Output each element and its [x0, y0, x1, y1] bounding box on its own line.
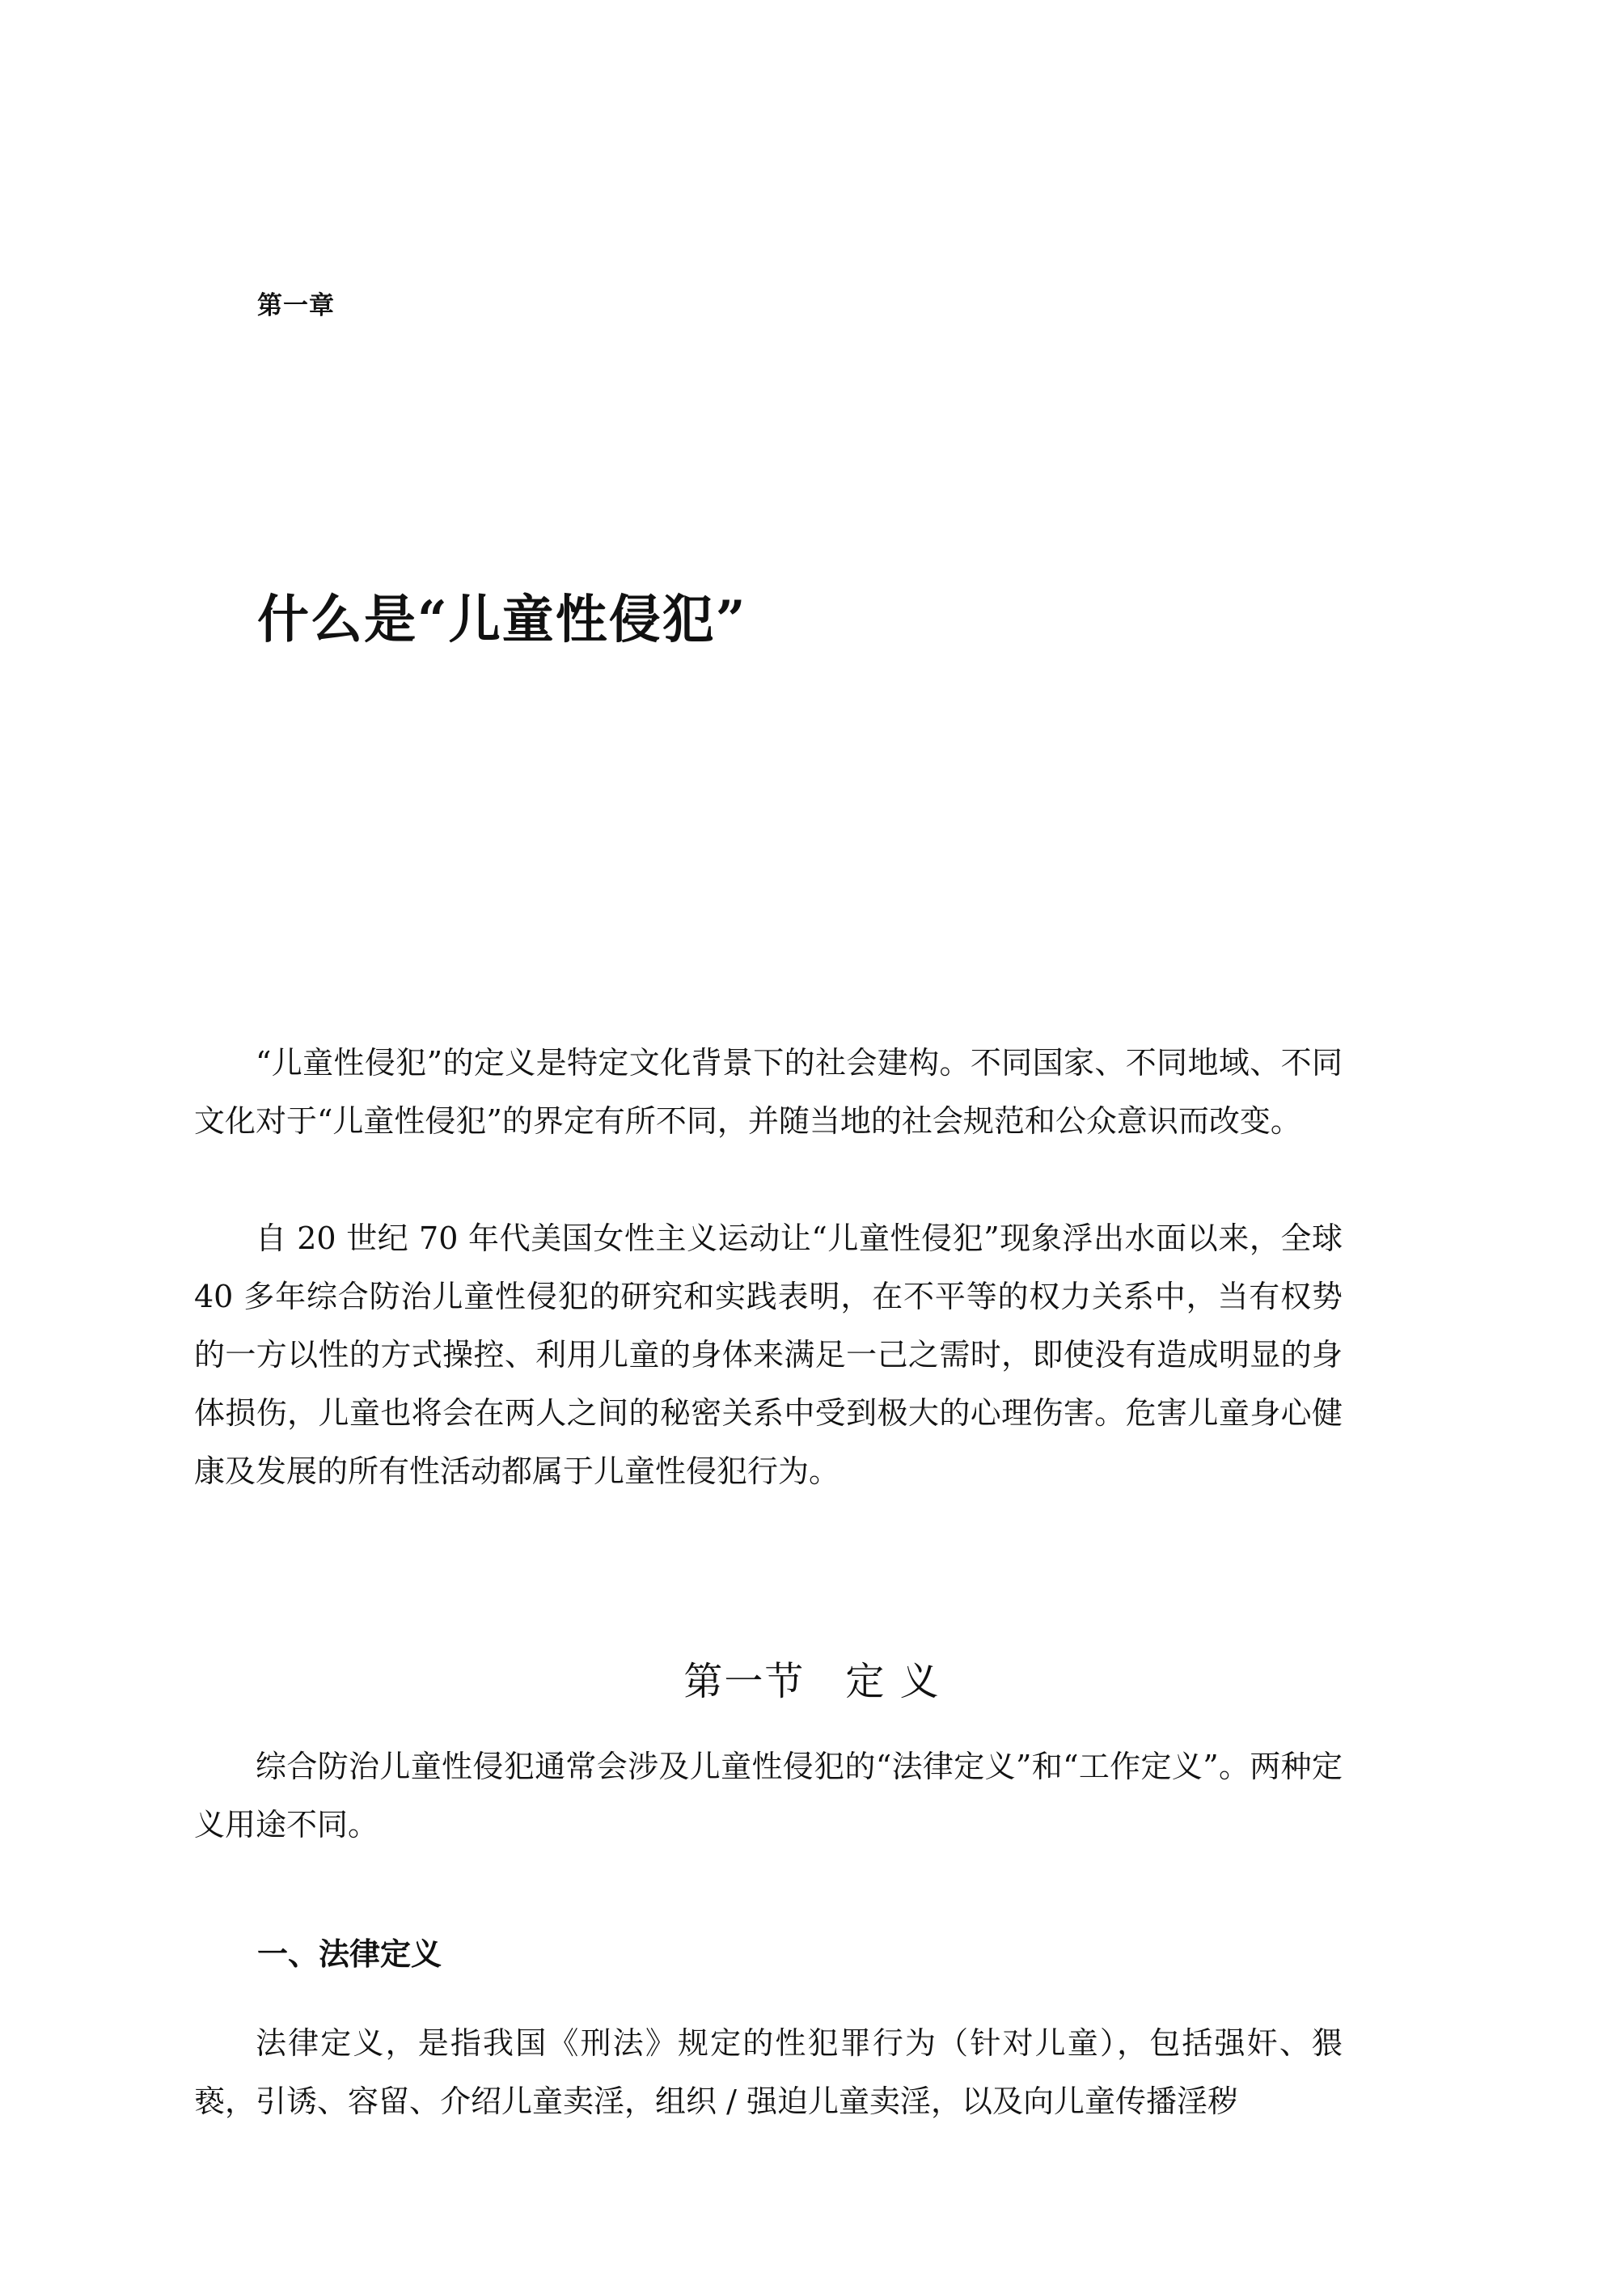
- section-paragraph: 综合防治儿童性侵犯通常会涉及儿童性侵犯的“法律定义”和“工作定义”。两种定义用途不同。: [194, 1749, 1343, 1842]
- intro-paragraph: 自 20 世纪 70 年代美国女性主义运动让“儿童性侵犯”现象浮出水面以来，全球 40 多年综合防治儿童性侵犯的研究和实践表明，在不平等的权力关系中，当有权势的一方以性的方式操控、利用儿童的身体来满足一己之需时，即使没有造成明显的身体损伤，儿童也将会在两人之间的秘密关系中受到极大的心理伤害。危害儿童身心健康及发展的所有性活动都属于儿童性侵犯行为。: [194, 1221, 1343, 1489]
- chapter-title: 什么是“儿童性侵犯”: [257, 590, 747, 650]
- intro-paragraph: “儿童性侵犯”的定义是特定文化背景下的社会建构。不同国家、不同地域、不同文化对于“儿童性侵犯”的界定有所不同，并随当地的社会规范和公众意识而改变。: [194, 1045, 1343, 1139]
- section-title: 第一节 定 义: [683, 1659, 941, 1704]
- subsection-title: 一、法律定义: [257, 1936, 442, 1972]
- subsection-paragraph: 法律定义，是指我国《刑法》规定的性犯罪行为（针对儿童），包括强奸、猥亵，引诱、容留、介绍儿童卖淫，组织 / 强迫儿童卖淫，以及向儿童传播淫秽: [194, 2025, 1343, 2119]
- chapter-label: 第一章: [257, 291, 335, 320]
